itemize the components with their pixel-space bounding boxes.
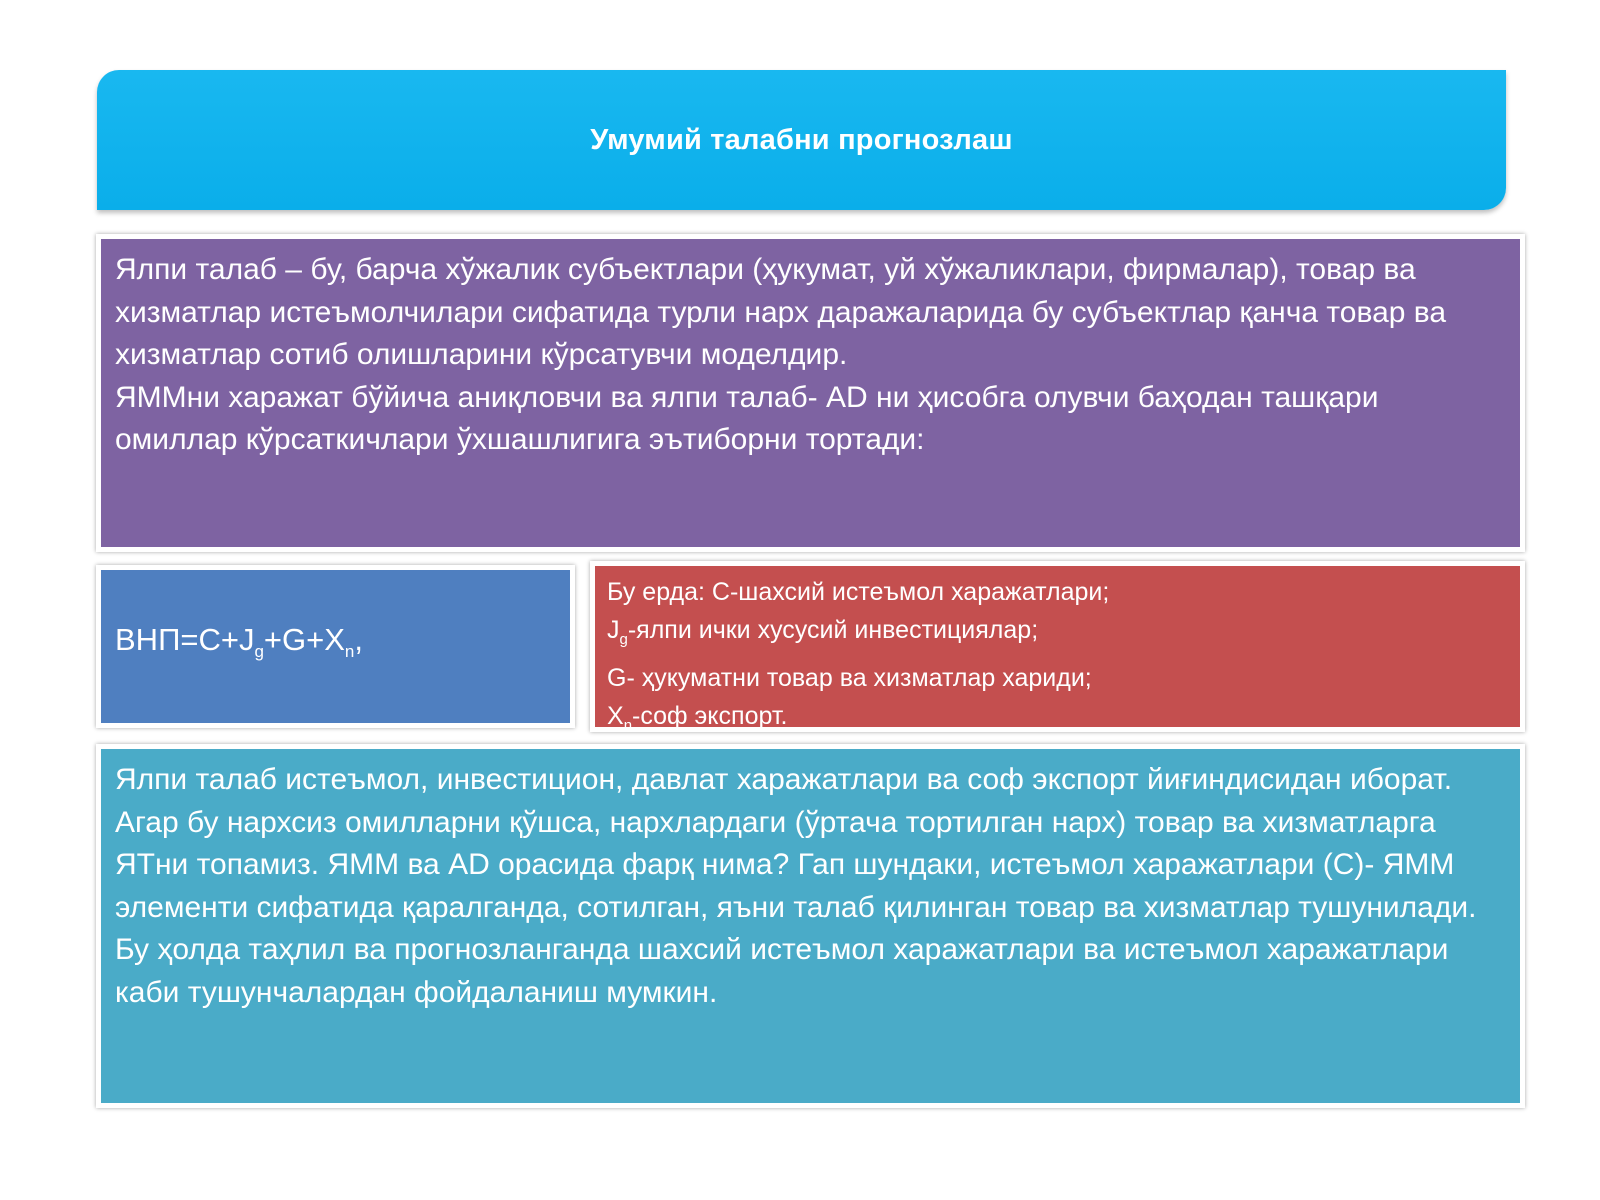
- legend-line-j: [607, 611, 1508, 659]
- legend-j-sub: g: [619, 631, 628, 648]
- explanation-panel: [96, 744, 1525, 1108]
- legend-x-symbol: X: [607, 702, 624, 730]
- formula-panel: [96, 565, 575, 728]
- legend-panel: [590, 561, 1525, 732]
- legend-line-c: Бу ерда: С-шахсий истеъмол харажатлари;: [607, 578, 1110, 606]
- formula-part-3: ,: [354, 622, 364, 658]
- legend-j-symbol: J: [607, 616, 620, 644]
- slide-title-banner: [97, 70, 1506, 210]
- legend-line-g: G- ҳукуматни товар ва хизматлар хариди;: [607, 664, 1092, 692]
- definition-text-1: Ялпи талаб – бу, барча хўжалик субъектлари (ҳукумат, уй хўжаликлари, фирмалар), товар ва хизматлар истеъмолчилари сифатида турли нарх даражаларида бу субъектлар қанча товар ва хизматлар сотиб олишларини кўрсатувчи моделдир.: [115, 253, 1447, 371]
- formula-sub-1: g: [254, 642, 264, 662]
- definition-text-2: ЯММни харажат бўйича аниқловчи ва ялпи талаб- AD ни ҳисобга олувчи баҳодан ташқари омиллар кўрсаткичлари ўхшашлигига эътиборни тортади:: [115, 380, 1379, 456]
- legend-line-x: [607, 697, 1508, 745]
- definition-panel: [96, 234, 1525, 552]
- formula-sub-2: n: [344, 642, 355, 662]
- gdp-formula: [115, 620, 363, 672]
- legend-x-text: -соф экспорт.: [632, 702, 788, 730]
- formula-part-2: +G+X: [263, 622, 345, 658]
- formula-part-1: ВНП=C+J: [115, 622, 255, 658]
- explanation-text: Ялпи талаб истеъмол, инвестицион, давлат харажатлари ва соф экспорт йиғиндисидан иборат. Агар бу нархсиз омилларни қўшса, нархлардаги (ўртача тортилган нарх) товар ва хизматларга ЯТни топамиз. ЯММ ва AD орасида фарқ нима? Гап шундаки, истеъмол харажатлари (С)- ЯММ элементи сифатида қаралганда, сотилган, яъни талаб қилинган товар ва хизматлар тушунилади. Бу ҳолда таҳлил ва прогнозланганда шахсий истеъмол харажатлари ва истеъмол харажатлари каби тушунчалардан фойдаланиш мумкин.: [115, 763, 1477, 1009]
- legend-x-sub: n: [623, 717, 633, 734]
- slide-title: Умумий талабни прогнозлаш: [590, 123, 1013, 156]
- legend-j-text: -ялпи ички хусусий инвестициялар;: [627, 616, 1039, 644]
